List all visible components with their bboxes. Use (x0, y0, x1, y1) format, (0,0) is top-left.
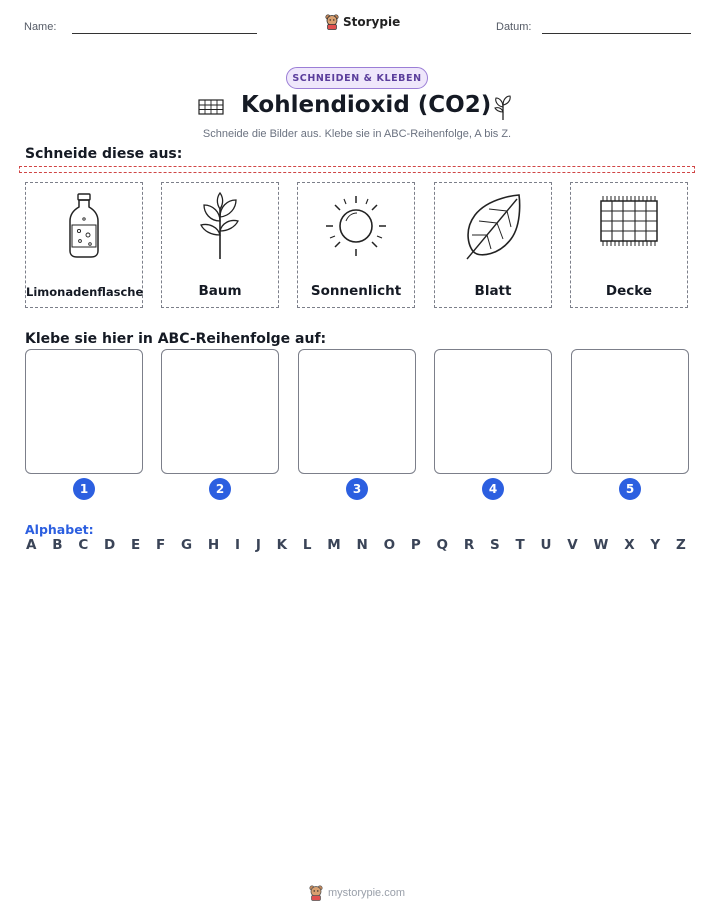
storypie-logo (325, 14, 400, 30)
alphabet-letter: N (356, 537, 368, 553)
alphabet-letter: Z (675, 537, 686, 553)
paste-box-1[interactable] (25, 349, 143, 474)
alphabet-letter: A (26, 537, 37, 553)
page-title: Kohlendioxid (CO2) (241, 92, 492, 118)
sun-icon (322, 191, 390, 261)
card-label: Blatt (474, 283, 512, 299)
tree-sapling-icon (186, 191, 254, 261)
cut-card-sun[interactable] (297, 182, 415, 308)
card-label: Limonadenflasche (26, 285, 144, 299)
slot-number-1: 1 (73, 478, 95, 500)
alphabet-letter: J (255, 537, 261, 553)
blanket-small-icon (197, 98, 225, 116)
logo-text: Storypie (343, 15, 401, 29)
cut-card-tree[interactable] (161, 182, 279, 308)
alphabet-letter: E (131, 537, 141, 553)
alphabet-row (26, 537, 686, 553)
cut-card-blanket[interactable] (570, 182, 688, 308)
alphabet-letter: V (567, 537, 578, 553)
card-label: Decke (605, 283, 653, 299)
alphabet-letter: Y (650, 537, 661, 553)
bear-mascot-icon (309, 885, 323, 901)
activity-badge: SCHNEIDEN & KLEBEN (286, 67, 428, 89)
alphabet-letter: C (78, 537, 89, 553)
alphabet-letter: U (540, 537, 552, 553)
soda-bottle-icon (50, 191, 118, 261)
bear-mascot-icon (325, 14, 339, 30)
alphabet-letter: B (52, 537, 63, 553)
name-label: Name: (24, 21, 57, 33)
paste-heading: Klebe sie hier in ABC-Reihenfolge auf: (25, 331, 327, 347)
date-line[interactable] (542, 33, 691, 34)
instructions: Schneide die Bilder aus. Klebe sie in ABC-Reihenfolge, A bis Z. (202, 128, 512, 140)
footer (0, 885, 714, 901)
slot-number-5: 5 (619, 478, 641, 500)
slot-number-3: 3 (346, 478, 368, 500)
alphabet-letter: P (410, 537, 421, 553)
footer-url[interactable]: mystorypie.com (327, 887, 406, 899)
cut-heading: Schneide diese aus: (25, 146, 183, 162)
blanket-icon (595, 191, 663, 261)
alphabet-letter: M (327, 537, 341, 553)
paste-box-3[interactable] (298, 349, 416, 474)
card-label: Sonnenlicht (310, 283, 402, 299)
date-label: Datum: (496, 21, 532, 33)
alphabet-letter: D (104, 537, 116, 553)
slot-number-4: 4 (482, 478, 504, 500)
alphabet-letter: W (593, 537, 609, 553)
alphabet-label: Alphabet: (25, 522, 94, 537)
alphabet-letter: K (276, 537, 288, 553)
alphabet-letter: R (463, 537, 475, 553)
alphabet-letter: S (490, 537, 500, 553)
name-line[interactable] (72, 33, 257, 34)
paste-box-4[interactable] (434, 349, 552, 474)
alphabet-letter: O (383, 537, 396, 553)
alphabet-letter: H (207, 537, 220, 553)
cut-guide-line (19, 166, 695, 173)
alphabet-letter: X (624, 537, 635, 553)
slot-number-2: 2 (209, 478, 231, 500)
cut-card-leaf[interactable] (434, 182, 552, 308)
alphabet-letter: L (302, 537, 312, 553)
alphabet-letter: Q (436, 537, 449, 553)
alphabet-letter: G (181, 537, 193, 553)
alphabet-letter: I (235, 537, 241, 553)
cut-card-soda-bottle[interactable] (25, 182, 143, 308)
leaf-icon (459, 191, 527, 261)
sapling-small-icon (491, 93, 515, 121)
paste-box-2[interactable] (161, 349, 279, 474)
card-label: Baum (198, 283, 242, 299)
alphabet-letter: T (515, 537, 525, 553)
paste-box-5[interactable] (571, 349, 689, 474)
alphabet-letter: F (156, 537, 166, 553)
